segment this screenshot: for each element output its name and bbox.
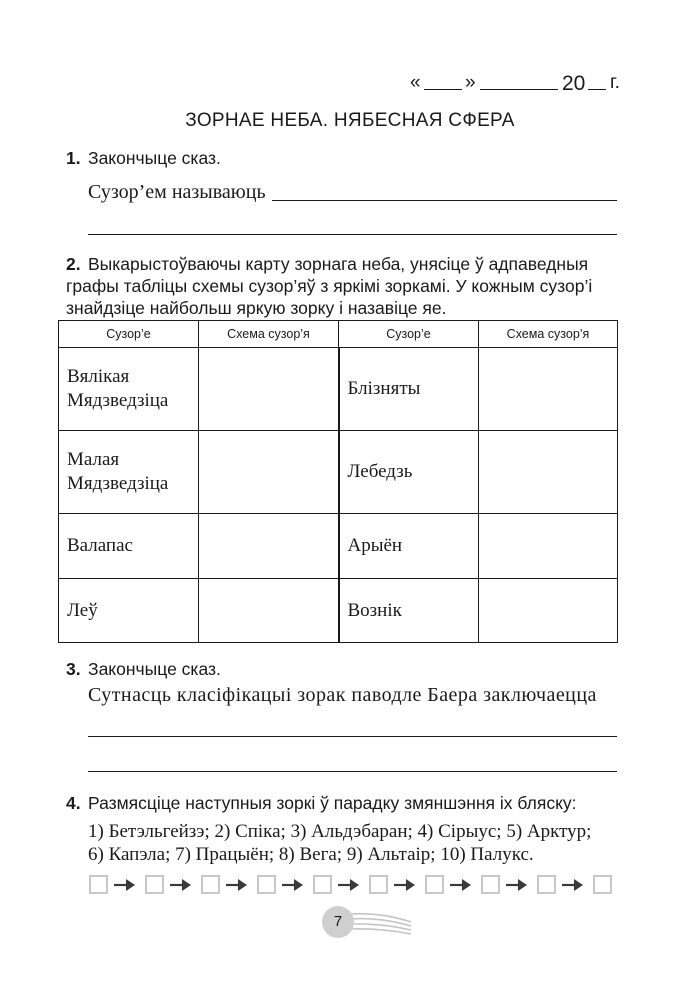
scheme-cell[interactable] xyxy=(199,431,339,514)
arrow-right-icon xyxy=(278,875,306,895)
scheme-cell[interactable] xyxy=(199,348,339,431)
order-box-4[interactable] xyxy=(257,875,276,894)
constellations-table xyxy=(58,320,618,643)
order-box-5[interactable] xyxy=(313,875,332,894)
order-box-7[interactable] xyxy=(425,875,444,894)
date-year-prefix: 20 xyxy=(562,72,586,95)
constellation-name: Лебедзь xyxy=(339,431,479,514)
constellation-name: Малая Мядзведзіца xyxy=(59,431,199,514)
constellation-name: Леў xyxy=(59,579,199,643)
arrow-right-icon xyxy=(390,875,418,895)
arrow-right-icon xyxy=(222,875,250,895)
task1-answer-line-1[interactable] xyxy=(272,200,617,201)
date-year-blank[interactable] xyxy=(588,89,606,90)
task2-heading xyxy=(66,253,622,319)
page-title: ЗОРНАЕ НЕБА. НЯБЕСНАЯ СФЕРА xyxy=(185,110,515,131)
scheme-cell[interactable] xyxy=(479,514,618,579)
task3-answer-line-2[interactable] xyxy=(88,771,617,772)
table-header-scheme-right: Схема сузор’я xyxy=(479,321,618,348)
task3-answer-line-1[interactable] xyxy=(88,736,617,737)
constellation-name: Вознік xyxy=(339,579,479,643)
table-row xyxy=(59,348,618,431)
arrow-right-icon xyxy=(502,875,530,895)
table-row xyxy=(59,431,618,514)
task4-number: 4. xyxy=(66,793,81,813)
arrow-right-icon xyxy=(558,875,586,895)
arrow-right-icon xyxy=(110,875,138,895)
order-box-9[interactable] xyxy=(537,875,556,894)
task3-heading xyxy=(66,658,221,680)
constellation-name: Арыён xyxy=(339,514,479,579)
arrow-right-icon xyxy=(446,875,474,895)
order-box-8[interactable] xyxy=(481,875,500,894)
page-swoosh-icon xyxy=(345,908,415,938)
task2-instruction: Выкарыстоўваючы карту зорнага неба, унясіце ў адпаведныя графы табліцы схемы сузор’яў з яркімі зоркамі. У кожным сузор’і знайдзіце найбольш яркую зорку і назавіце яе. xyxy=(66,254,593,318)
task1-answer-line-2[interactable] xyxy=(88,234,617,235)
arrow-right-icon xyxy=(334,875,362,895)
task3-instruction: Закончыце сказ. xyxy=(88,659,221,679)
task3-number: 3. xyxy=(66,659,81,679)
task2-number: 2. xyxy=(66,254,81,274)
task4-heading xyxy=(66,792,577,814)
task1-number: 1. xyxy=(66,148,81,168)
constellation-name: Валапас xyxy=(59,514,199,579)
table-header-constellation-left: Сузор’е xyxy=(59,321,199,348)
date-month-blank[interactable] xyxy=(480,89,558,90)
order-box-10[interactable] xyxy=(593,875,612,894)
date-open-quote: « xyxy=(410,72,421,93)
order-box-6[interactable] xyxy=(369,875,388,894)
task4-instruction: Размясціце наступныя зоркі ў парадку змяншэння іх бляску: xyxy=(88,793,577,813)
constellation-name: Блізняты xyxy=(339,348,479,431)
date-close-quote: » xyxy=(465,72,476,93)
constellation-name: Вялікая Мядзведзіца xyxy=(59,348,199,431)
scheme-cell[interactable] xyxy=(479,348,618,431)
task4-stars-line-1: 1) Бетэльгейзэ; 2) Спіка; 3) Альдэбаран; 4) Сірыус; 5) Арктур; xyxy=(88,821,592,842)
page-number: 7 xyxy=(322,906,354,938)
date-line xyxy=(410,72,620,96)
date-day-blank[interactable] xyxy=(424,89,462,90)
table-row xyxy=(59,514,618,579)
table-row xyxy=(59,579,618,643)
order-box-3[interactable] xyxy=(201,875,220,894)
task1-instruction: Закончыце сказ. xyxy=(88,148,221,168)
task1-prompt: Сузор’ем называюць xyxy=(88,181,266,203)
order-box-2[interactable] xyxy=(145,875,164,894)
task1-heading xyxy=(66,147,221,169)
scheme-cell[interactable] xyxy=(199,514,339,579)
order-box-1[interactable] xyxy=(89,875,108,894)
scheme-cell[interactable] xyxy=(479,431,618,514)
date-year-suffix: г. xyxy=(610,72,620,93)
task3-prompt: Сутнасць класіфікацыі зорак паводле Баера заключаецца xyxy=(88,684,597,706)
arrow-right-icon xyxy=(166,875,194,895)
scheme-cell[interactable] xyxy=(199,579,339,643)
scheme-cell[interactable] xyxy=(479,579,618,643)
task4-stars-line-2: 6) Капэла; 7) Працыён; 8) Вега; 9) Альтаір; 10) Палукс. xyxy=(88,844,534,865)
table-header-scheme-left: Схема сузор’я xyxy=(199,321,339,348)
table-header-constellation-right: Сузор’е xyxy=(339,321,479,348)
